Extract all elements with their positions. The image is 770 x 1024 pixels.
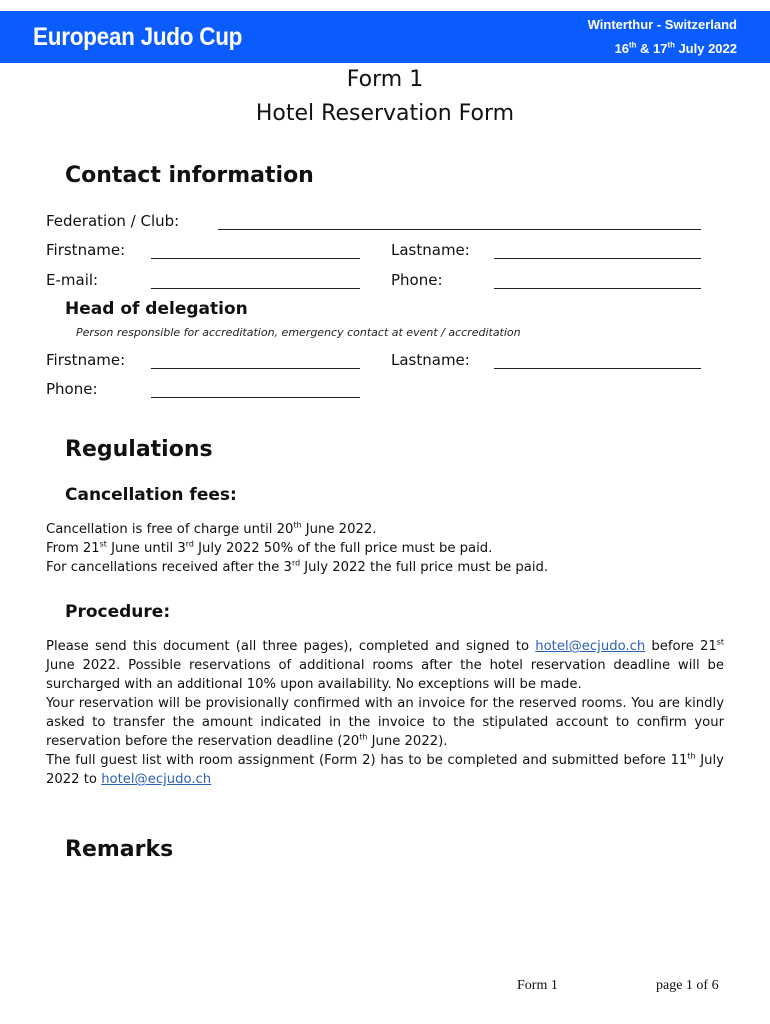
cancellation-heading: Cancellation fees:: [65, 485, 237, 505]
delegation-hint: Person responsible for accreditation, emergency contact at event / accreditation: [76, 326, 521, 339]
hotel-email-link-2[interactable]: hotel@ecjudo.ch: [101, 772, 212, 787]
event-location: Winterthur - Switzerland: [587, 17, 737, 32]
phone-input-line[interactable]: [494, 288, 701, 289]
federation-input-line[interactable]: [218, 229, 701, 230]
procedure-paragraph-2: Your reservation will be provisionally confirmed with an invoice for the reserved rooms. You are kindly asked to transfer the amount indicated in the invoice to the stipulated account to confirm your reservation before the reservation deadline (20th June 2022).: [46, 696, 724, 749]
cancel-line-1: Cancellation is free of charge until 20th June 2022.: [46, 520, 377, 537]
email-input-line[interactable]: [151, 288, 360, 289]
delegation-lastname-label: Lastname:: [391, 351, 470, 369]
email-label: E-mail:: [46, 271, 99, 289]
lastname-input-line[interactable]: [494, 258, 701, 259]
cancellation-text: [46, 520, 724, 577]
firstname-input-line[interactable]: [151, 258, 360, 259]
lastname-label: Lastname:: [391, 241, 470, 259]
contact-heading: Contact information: [65, 163, 314, 188]
procedure-paragraph-3: The full guest list with room assignment (Form 2) has to be completed and submitted before 11th July 2022 to hotel@ecjudo.ch: [46, 751, 724, 787]
event-date: 16th & 17th July 2022: [614, 40, 737, 56]
delegation-heading: Head of delegation: [65, 299, 248, 319]
header-banner: [0, 11, 770, 63]
delegation-phone-input-line[interactable]: [151, 397, 360, 398]
firstname-label: Firstname:: [46, 241, 126, 259]
footer-form-label: Form 1: [517, 978, 558, 993]
footer-page-number: page 1 of 6: [656, 978, 719, 993]
form-title: Hotel Reservation Form: [255, 101, 515, 126]
federation-label: Federation / Club:: [46, 212, 180, 230]
hotel-email-link[interactable]: hotel@ecjudo.ch: [535, 639, 646, 654]
delegation-lastname-input-line[interactable]: [494, 368, 701, 369]
regulations-heading: Regulations: [65, 437, 213, 462]
procedure-heading: Procedure:: [65, 602, 171, 622]
remarks-heading: Remarks: [65, 837, 174, 862]
delegation-firstname-label: Firstname:: [46, 351, 126, 369]
phone-label: Phone:: [391, 271, 443, 289]
cancel-line-3: For cancellations received after the 3rd July 2022 the full price must be paid.: [46, 558, 549, 575]
delegation-firstname-input-line[interactable]: [151, 368, 360, 369]
procedure-text: [46, 637, 724, 789]
event-title: European Judo Cup: [33, 23, 243, 51]
delegation-phone-label: Phone:: [46, 380, 98, 398]
procedure-paragraph-1: Please send this document (all three pages), completed and signed to hotel@ecjudo.ch before 21st June 2022. Possible reservations of additional rooms after the hotel reservation deadline will be surcharged with an additional 10% upon availability. No exceptions will be made.: [46, 637, 724, 692]
cancel-line-2: From 21st June until 3rd July 2022 50% of the full price must be paid.: [46, 539, 493, 556]
form-number: Form 1: [346, 67, 424, 92]
